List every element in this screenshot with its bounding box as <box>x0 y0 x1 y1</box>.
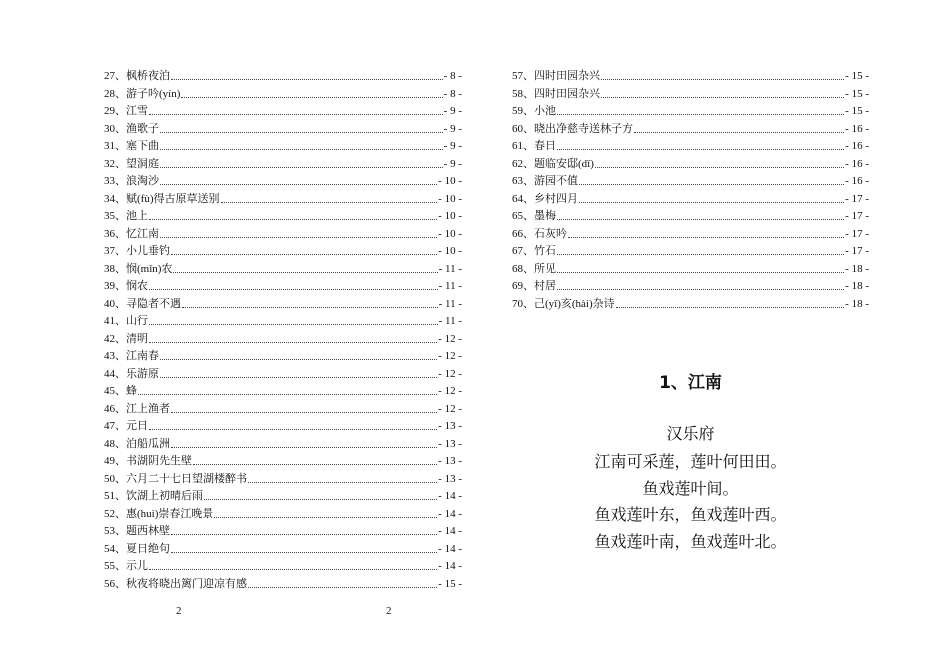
toc-entry[interactable] <box>104 453 462 471</box>
toc-dot-leader <box>171 412 437 413</box>
toc-entry-title: 村居 <box>534 280 556 292</box>
toc-entry[interactable] <box>104 103 462 121</box>
toc-entry-title: 六月二十七日望湖楼醉书 <box>126 472 247 485</box>
toc-dot-leader <box>149 342 437 343</box>
toc-dot-leader <box>171 447 437 448</box>
toc-entry-number: 40、 <box>104 297 126 310</box>
toc-entry-title: 浪淘沙 <box>126 175 159 187</box>
toc-entry[interactable] <box>104 156 462 174</box>
toc-entry[interactable] <box>104 121 462 139</box>
page-number-center: 2 <box>386 605 392 617</box>
toc-entry[interactable] <box>512 296 869 314</box>
toc-entry[interactable] <box>104 296 462 314</box>
toc-entry[interactable] <box>104 243 462 261</box>
toc-entry-title: 山行 <box>126 315 148 327</box>
toc-entry[interactable] <box>104 191 462 209</box>
toc-entry-page: - 8 - <box>443 70 462 82</box>
toc-entry[interactable] <box>512 243 869 261</box>
toc-entry-title: 小儿垂钓 <box>126 245 170 257</box>
toc-entry-title: 石灰吟 <box>534 227 567 240</box>
poem-body <box>512 450 869 556</box>
toc-entry-title: 忆江南 <box>126 227 159 240</box>
toc-dot-leader <box>221 202 438 203</box>
toc-entry-title: 江南春 <box>126 350 159 362</box>
toc-entry-number: 48、 <box>104 437 126 450</box>
toc-dot-leader <box>171 552 437 553</box>
toc-entry-page: - 16 - <box>845 140 869 152</box>
poem-line: 鱼戏莲叶东，鱼戏莲叶西。 <box>594 507 787 524</box>
toc-entry-number: 35、 <box>104 210 126 222</box>
toc-entry-page: - 10 - <box>438 210 462 222</box>
toc-entry-page: - 10 - <box>438 245 462 257</box>
toc-entry-page: - 10 - <box>438 192 462 205</box>
toc-entry-number: 54、 <box>104 542 126 555</box>
toc-entry-page: - 9 - <box>443 140 462 152</box>
toc-entry-title: 江雪 <box>126 105 148 117</box>
toc-entry-page: - 13 - <box>438 437 462 450</box>
toc-entry[interactable] <box>104 348 462 366</box>
toc-entry[interactable] <box>512 121 869 139</box>
toc-entry-page: - 12 - <box>438 332 462 345</box>
toc-entry-page: - 15 - <box>845 105 869 117</box>
toc-entry-title: 夏日绝句 <box>126 542 170 555</box>
toc-dot-leader <box>557 149 844 150</box>
toc-entry[interactable] <box>512 226 869 244</box>
toc-entry-number: 37、 <box>104 245 126 257</box>
page-number-left: 2 <box>176 605 182 617</box>
toc-entry-title: 池上 <box>126 210 148 222</box>
toc-entry-title: 竹石 <box>534 245 556 257</box>
toc-entry-number: 43、 <box>104 350 126 362</box>
toc-entry[interactable] <box>512 261 869 279</box>
toc-dot-leader <box>601 97 844 98</box>
toc-dot-leader <box>634 132 844 133</box>
toc-entry-number: 57、 <box>512 70 534 82</box>
toc-dot-leader <box>557 254 844 255</box>
toc-entry-page: - 12 - <box>438 350 462 362</box>
toc-entry-title: 赋(fù)得古原草送别 <box>126 192 220 205</box>
toc-list-left <box>104 68 462 593</box>
toc-entry[interactable] <box>104 68 462 86</box>
toc-entry[interactable] <box>104 208 462 226</box>
toc-dot-leader <box>149 429 437 430</box>
toc-entry[interactable] <box>104 173 462 191</box>
toc-entry-title: 春日 <box>534 140 556 152</box>
toc-entry-number: 59、 <box>512 105 534 117</box>
toc-entry-number: 41、 <box>104 315 126 327</box>
toc-dot-leader <box>248 587 437 588</box>
toc-entry[interactable] <box>104 471 462 489</box>
toc-entry-number: 36、 <box>104 227 126 240</box>
toc-dot-leader <box>173 272 437 273</box>
toc-entry[interactable] <box>512 68 869 86</box>
toc-entry-page: - 15 - <box>845 70 869 82</box>
toc-entry-number: 58、 <box>512 87 534 100</box>
toc-entry-page: - 9 - <box>443 105 462 117</box>
toc-dot-leader <box>149 114 443 115</box>
toc-dot-leader <box>171 534 437 535</box>
toc-dot-leader <box>557 289 844 290</box>
toc-entry-page: - 13 - <box>438 472 462 485</box>
toc-entry-title: 示儿 <box>126 560 148 572</box>
toc-entry[interactable] <box>104 331 462 349</box>
toc-entry-number: 52、 <box>104 507 126 520</box>
toc-entry-title: 晓出净慈寺送林子方 <box>534 122 633 135</box>
toc-dot-leader <box>149 289 438 290</box>
toc-entry-number: 68、 <box>512 262 534 275</box>
toc-entry-page: - 10 - <box>438 227 462 240</box>
toc-entry-number: 33、 <box>104 175 126 187</box>
toc-entry-number: 32、 <box>104 157 126 170</box>
toc-dot-leader <box>160 359 437 360</box>
toc-dot-leader <box>149 324 438 325</box>
toc-dot-leader <box>182 307 438 308</box>
toc-entry-page: - 12 - <box>438 367 462 380</box>
toc-entry-title: 乡村四月 <box>534 192 578 205</box>
toc-entry-number: 28、 <box>104 87 126 100</box>
toc-entry[interactable] <box>512 173 869 191</box>
toc-entry-page: - 11 - <box>438 315 462 327</box>
toc-entry-number: 70、 <box>512 297 534 310</box>
toc-entry-number: 30、 <box>104 122 126 135</box>
poem-title: 1、江南 <box>659 373 722 393</box>
toc-entry-page: - 12 - <box>438 385 462 397</box>
toc-entry-title: 乐游原 <box>126 367 159 380</box>
toc-entry-page: - 17 - <box>845 210 869 222</box>
toc-entry-page: - 17 - <box>845 227 869 240</box>
toc-entry[interactable] <box>512 86 869 104</box>
toc-entry[interactable] <box>104 313 462 331</box>
toc-entry[interactable] <box>104 86 462 104</box>
toc-dot-leader <box>193 464 437 465</box>
toc-entry-number: 39、 <box>104 280 126 292</box>
toc-entry-page: - 14 - <box>438 507 462 520</box>
toc-entry-title: 游园不值 <box>534 175 578 187</box>
toc-entry-page: - 10 - <box>438 175 462 187</box>
toc-entry-title: 所见 <box>534 262 556 275</box>
toc-entry-number: 46、 <box>104 402 126 415</box>
toc-entry-page: - 16 - <box>845 157 869 170</box>
toc-entry-page: - 8 - <box>443 87 462 100</box>
toc-entry[interactable] <box>512 156 869 174</box>
toc-dot-leader <box>557 219 844 220</box>
toc-entry-number: 66、 <box>512 227 534 240</box>
toc-dot-leader <box>149 569 437 570</box>
toc-entry[interactable] <box>104 226 462 244</box>
poem-author: 汉乐府 <box>666 426 715 443</box>
toc-entry-page: - 14 - <box>438 560 462 572</box>
toc-entry[interactable] <box>512 103 869 121</box>
toc-dot-leader <box>138 394 437 395</box>
toc-entry[interactable] <box>512 191 869 209</box>
toc-entry-title: 泊船瓜洲 <box>126 437 170 450</box>
toc-entry[interactable] <box>104 418 462 436</box>
toc-list-right <box>512 68 869 313</box>
toc-entry-title: 小池 <box>534 105 556 117</box>
toc-entry[interactable] <box>104 401 462 419</box>
toc-entry-title: 墨梅 <box>534 210 556 222</box>
poem-line: 江南可采莲，莲叶何田田。 <box>594 454 787 471</box>
toc-entry[interactable] <box>104 383 462 401</box>
toc-entry-title: 惠(huì)崇春江晚景 <box>126 507 214 520</box>
toc-entry-page: - 16 - <box>845 175 869 187</box>
toc-entry-title: 悯(mǐn)农 <box>126 262 173 275</box>
toc-entry-title: 题西林壁 <box>126 525 170 537</box>
toc-entry-number: 64、 <box>512 192 534 205</box>
toc-dot-leader <box>557 114 844 115</box>
toc-entry-number: 27、 <box>104 70 126 82</box>
toc-entry-number: 62、 <box>512 157 534 170</box>
toc-entry-page: - 14 - <box>438 490 462 502</box>
toc-entry-number: 38、 <box>104 262 126 275</box>
toc-entry-title: 江上渔者 <box>126 402 170 415</box>
toc-entry-title: 四时田园杂兴 <box>534 70 600 82</box>
toc-entry-page: - 13 - <box>438 455 462 467</box>
toc-dot-leader <box>160 167 443 168</box>
toc-entry-number: 34、 <box>104 192 126 205</box>
toc-entry-title: 渔歌子 <box>126 122 159 135</box>
toc-entry-title: 枫桥夜泊 <box>126 70 170 82</box>
toc-entry-number: 29、 <box>104 105 126 117</box>
toc-dot-leader <box>160 377 437 378</box>
toc-dot-leader <box>568 237 844 238</box>
toc-dot-leader <box>149 219 437 220</box>
toc-entry-page: - 9 - <box>443 122 462 135</box>
toc-entry-number: 44、 <box>104 367 126 380</box>
toc-entry[interactable] <box>104 506 462 524</box>
toc-entry-number: 63、 <box>512 175 534 187</box>
toc-entry-page: - 13 - <box>438 420 462 432</box>
toc-entry-title: 望洞庭 <box>126 157 159 170</box>
toc-entry-title: 悯农 <box>126 280 148 292</box>
toc-dot-leader <box>248 482 437 483</box>
toc-entry-page: - 17 - <box>845 192 869 205</box>
toc-entry-number: 56、 <box>104 577 126 590</box>
toc-entry[interactable] <box>104 558 462 576</box>
toc-entry-page: - 14 - <box>438 542 462 555</box>
toc-entry-number: 69、 <box>512 280 534 292</box>
toc-dot-leader <box>160 132 443 133</box>
toc-dot-leader <box>160 149 443 150</box>
toc-entry-number: 51、 <box>104 490 126 502</box>
toc-entry-number: 31、 <box>104 140 126 152</box>
toc-dot-leader <box>579 202 844 203</box>
toc-entry-page: - 17 - <box>845 245 869 257</box>
poem-line: 鱼戏莲叶间。 <box>642 480 739 498</box>
toc-dot-leader <box>171 79 443 80</box>
toc-dot-leader <box>160 237 437 238</box>
toc-dot-leader <box>171 254 437 255</box>
toc-dot-leader <box>595 167 844 168</box>
toc-entry[interactable] <box>104 541 462 559</box>
toc-entry-title: 己(yǐ)亥(hài)杂诗 <box>534 297 615 310</box>
toc-entry-title: 塞下曲 <box>126 140 159 152</box>
toc-dot-leader <box>557 272 844 273</box>
toc-entry-number: 49、 <box>104 455 126 467</box>
toc-entry-page: - 15 - <box>845 87 869 100</box>
toc-entry[interactable] <box>104 138 462 156</box>
toc-dot-leader <box>579 184 844 185</box>
toc-entry-number: 50、 <box>104 472 126 485</box>
toc-entry-title: 元日 <box>126 420 148 432</box>
toc-dot-leader <box>160 184 437 185</box>
toc-entry-title: 书湖阴先生壁 <box>126 455 192 467</box>
toc-entry-number: 61、 <box>512 140 534 152</box>
toc-entry-title: 饮湖上初晴后雨 <box>126 490 203 502</box>
toc-entry-number: 60、 <box>512 122 534 135</box>
toc-entry-page: - 9 - <box>443 157 462 170</box>
toc-entry[interactable] <box>104 278 462 296</box>
toc-entry-page: - 11 - <box>438 297 462 310</box>
toc-entry-title: 清明 <box>126 332 148 345</box>
toc-entry-title: 秋夜将晓出篱门迎凉有感 <box>126 577 247 590</box>
toc-entry[interactable] <box>512 208 869 226</box>
toc-entry-number: 65、 <box>512 210 534 222</box>
toc-entry[interactable] <box>104 576 462 594</box>
toc-entry-page: - 11 - <box>438 262 462 275</box>
toc-entry[interactable] <box>104 436 462 454</box>
toc-entry-number: 42、 <box>104 332 126 345</box>
toc-entry-title: 寻隐者不遇 <box>126 297 181 310</box>
toc-dot-leader <box>214 517 437 518</box>
toc-entry-page: - 18 - <box>845 280 869 292</box>
toc-entry-number: 53、 <box>104 525 126 537</box>
toc-entry[interactable] <box>512 138 869 156</box>
toc-entry[interactable] <box>512 278 869 296</box>
toc-entry-page: - 18 - <box>845 297 869 310</box>
toc-entry[interactable] <box>104 261 462 279</box>
toc-entry-title: 四时田园杂兴 <box>534 87 600 100</box>
poem-line: 鱼戏莲叶南，鱼戏莲叶北。 <box>594 533 787 551</box>
toc-entry-page: - 14 - <box>438 525 462 537</box>
toc-dot-leader <box>204 499 437 500</box>
toc-entry-number: 47、 <box>104 420 126 432</box>
toc-dot-leader <box>616 307 845 308</box>
toc-entry[interactable] <box>104 523 462 541</box>
toc-entry-page: - 16 - <box>845 122 869 135</box>
toc-entry-page: - 12 - <box>438 402 462 415</box>
toc-entry-title: 游子吟(yín) <box>126 87 181 100</box>
toc-entry-page: - 15 - <box>438 577 462 590</box>
toc-entry-page: - 11 - <box>438 280 462 292</box>
toc-dot-leader <box>181 97 442 98</box>
toc-entry-number: 45、 <box>104 385 126 397</box>
toc-entry-title: 题临安邸(dǐ) <box>534 157 594 170</box>
toc-entry-number: 67、 <box>512 245 534 257</box>
toc-entry[interactable] <box>104 366 462 384</box>
toc-entry-title: 蜂 <box>126 385 137 397</box>
toc-entry[interactable] <box>104 488 462 506</box>
toc-dot-leader <box>601 79 844 80</box>
toc-entry-page: - 18 - <box>845 262 869 275</box>
toc-entry-number: 55、 <box>104 560 126 572</box>
